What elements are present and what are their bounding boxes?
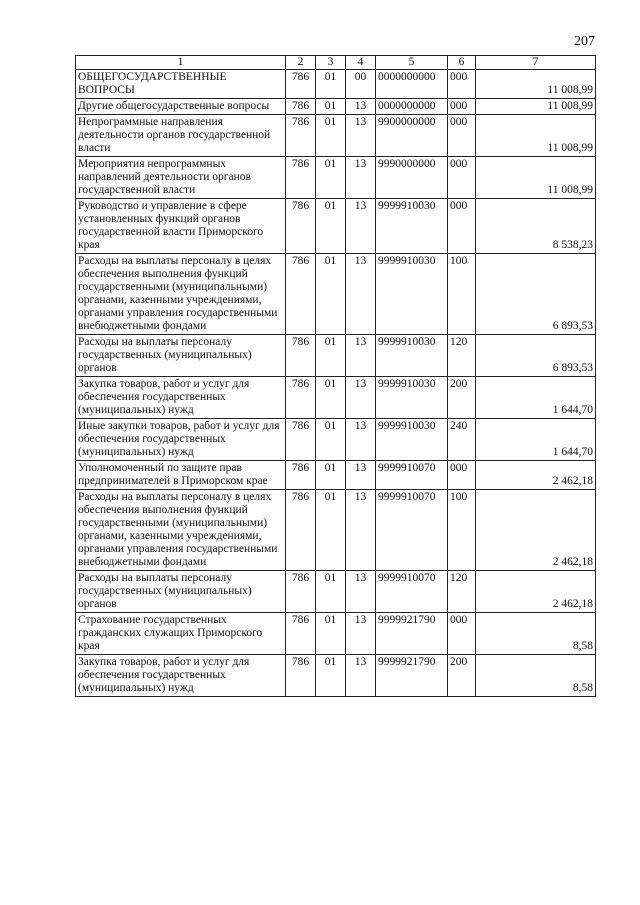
row-ved-code: 786 bbox=[286, 613, 316, 655]
row-target-article-code: 0000000000 bbox=[376, 99, 448, 115]
row-section-code: 01 bbox=[316, 461, 346, 490]
row-target-article-code: 0000000000 bbox=[376, 70, 448, 99]
row-section-code: 01 bbox=[316, 70, 346, 99]
row-expense-type-code: 000 bbox=[448, 70, 476, 99]
row-expense-type-code: 000 bbox=[448, 461, 476, 490]
row-amount: 2 462,18 bbox=[476, 571, 596, 613]
row-name: Руководство и управление в сфере установленных функций органов государственной власти Приморского края bbox=[76, 199, 286, 254]
row-expense-type-code: 240 bbox=[448, 419, 476, 461]
row-section-code: 01 bbox=[316, 613, 346, 655]
table-row bbox=[76, 571, 596, 613]
table-row bbox=[76, 199, 596, 254]
row-subsection-code: 13 bbox=[346, 254, 376, 335]
row-subsection-code: 13 bbox=[346, 199, 376, 254]
row-expense-type-code: 200 bbox=[448, 377, 476, 419]
row-ved-code: 786 bbox=[286, 199, 316, 254]
row-target-article-code: 9999921790 bbox=[376, 613, 448, 655]
row-name: Страхование государственных гражданских служащих Приморского края bbox=[76, 613, 286, 655]
row-name: Иные закупки товаров, работ и услуг для обеспечения государственных (муниципальных) нужд bbox=[76, 419, 286, 461]
table-row bbox=[76, 613, 596, 655]
row-name: Уполномоченный по защите прав предпринимателей в Приморском крае bbox=[76, 461, 286, 490]
row-ved-code: 786 bbox=[286, 377, 316, 419]
row-target-article-code: 9999910030 bbox=[376, 377, 448, 419]
row-expense-type-code: 000 bbox=[448, 115, 476, 157]
row-name: Расходы на выплаты персоналу государственных (муниципальных) органов bbox=[76, 335, 286, 377]
row-amount: 11 008,99 bbox=[476, 157, 596, 199]
row-target-article-code: 9999910070 bbox=[376, 571, 448, 613]
header-col-5: 5 bbox=[376, 56, 448, 70]
row-target-article-code: 9900000000 bbox=[376, 115, 448, 157]
row-amount: 11 008,99 bbox=[476, 115, 596, 157]
row-subsection-code: 13 bbox=[346, 335, 376, 377]
row-section-code: 01 bbox=[316, 377, 346, 419]
row-section-code: 01 bbox=[316, 115, 346, 157]
row-expense-type-code: 120 bbox=[448, 571, 476, 613]
row-expense-type-code: 000 bbox=[448, 157, 476, 199]
row-amount: 11 008,99 bbox=[476, 70, 596, 99]
row-ved-code: 786 bbox=[286, 157, 316, 199]
row-name: Закупка товаров, работ и услуг для обеспечения государственных (муниципальных) нужд bbox=[76, 655, 286, 697]
row-expense-type-code: 000 bbox=[448, 199, 476, 254]
row-subsection-code: 13 bbox=[346, 419, 376, 461]
row-subsection-code: 13 bbox=[346, 99, 376, 115]
row-subsection-code: 13 bbox=[346, 115, 376, 157]
table-row bbox=[76, 115, 596, 157]
header-col-7: 7 bbox=[476, 56, 596, 70]
row-name: Мероприятия непрограммных направлений деятельности органов государственной власти bbox=[76, 157, 286, 199]
budget-table bbox=[75, 55, 596, 697]
header-col-2: 2 bbox=[286, 56, 316, 70]
table-row bbox=[76, 461, 596, 490]
row-name: ОБЩЕГОСУДАРСТВЕННЫЕ ВОПРОСЫ bbox=[76, 70, 286, 99]
table-row bbox=[76, 490, 596, 571]
page-number: 207 bbox=[574, 34, 595, 49]
row-section-code: 01 bbox=[316, 254, 346, 335]
row-ved-code: 786 bbox=[286, 461, 316, 490]
header-col-4: 4 bbox=[346, 56, 376, 70]
row-expense-type-code: 200 bbox=[448, 655, 476, 697]
row-target-article-code: 9999910070 bbox=[376, 461, 448, 490]
table-row bbox=[76, 70, 596, 99]
row-ved-code: 786 bbox=[286, 490, 316, 571]
row-section-code: 01 bbox=[316, 571, 346, 613]
row-amount: 6 893,53 bbox=[476, 335, 596, 377]
row-section-code: 01 bbox=[316, 199, 346, 254]
row-subsection-code: 13 bbox=[346, 613, 376, 655]
row-target-article-code: 9999910030 bbox=[376, 199, 448, 254]
row-name: Другие общегосударственные вопросы bbox=[76, 99, 286, 115]
row-expense-type-code: 100 bbox=[448, 254, 476, 335]
row-name: Расходы на выплаты персоналу в целях обеспечения выполнения функций государственными (муниципальными) органами, казенными учреждениями, органами управления государственными внебюджетными фондами bbox=[76, 490, 286, 571]
row-expense-type-code: 000 bbox=[448, 613, 476, 655]
row-target-article-code: 9999910030 bbox=[376, 254, 448, 335]
row-amount: 8,58 bbox=[476, 613, 596, 655]
row-ved-code: 786 bbox=[286, 99, 316, 115]
row-ved-code: 786 bbox=[286, 335, 316, 377]
row-section-code: 01 bbox=[316, 157, 346, 199]
row-subsection-code: 13 bbox=[346, 655, 376, 697]
header-col-1: 1 bbox=[76, 56, 286, 70]
row-name: Расходы на выплаты персоналу государственных (муниципальных) органов bbox=[76, 571, 286, 613]
row-amount: 8,58 bbox=[476, 655, 596, 697]
row-amount: 1 644,70 bbox=[476, 377, 596, 419]
table-row bbox=[76, 157, 596, 199]
row-ved-code: 786 bbox=[286, 254, 316, 335]
table-row bbox=[76, 335, 596, 377]
row-section-code: 01 bbox=[316, 419, 346, 461]
row-target-article-code: 9999910070 bbox=[376, 490, 448, 571]
row-name: Непрограммные направления деятельности органов государственной власти bbox=[76, 115, 286, 157]
row-section-code: 01 bbox=[316, 490, 346, 571]
row-ved-code: 786 bbox=[286, 115, 316, 157]
row-amount: 1 644,70 bbox=[476, 419, 596, 461]
row-section-code: 01 bbox=[316, 335, 346, 377]
row-ved-code: 786 bbox=[286, 70, 316, 99]
table-row bbox=[76, 377, 596, 419]
table-row bbox=[76, 419, 596, 461]
row-amount: 2 462,18 bbox=[476, 490, 596, 571]
row-subsection-code: 13 bbox=[346, 490, 376, 571]
row-target-article-code: 9999910030 bbox=[376, 419, 448, 461]
row-subsection-code: 13 bbox=[346, 157, 376, 199]
row-expense-type-code: 100 bbox=[448, 490, 476, 571]
row-target-article-code: 9999921790 bbox=[376, 655, 448, 697]
row-name: Закупка товаров, работ и услуг для обеспечения государственных (муниципальных) нужд bbox=[76, 377, 286, 419]
table-row bbox=[76, 655, 596, 697]
header-col-3: 3 bbox=[316, 56, 346, 70]
row-subsection-code: 13 bbox=[346, 571, 376, 613]
table-row bbox=[76, 99, 596, 115]
row-subsection-code: 13 bbox=[346, 377, 376, 419]
row-ved-code: 786 bbox=[286, 655, 316, 697]
row-expense-type-code: 120 bbox=[448, 335, 476, 377]
row-ved-code: 786 bbox=[286, 571, 316, 613]
row-name: Расходы на выплаты персоналу в целях обеспечения выполнения функций государственными (муниципальными) органами, казенными учреждениями, органами управления государственными внебюджетными фондами bbox=[76, 254, 286, 335]
header-col-6: 6 bbox=[448, 56, 476, 70]
row-subsection-code: 13 bbox=[346, 461, 376, 490]
header-row bbox=[76, 56, 596, 70]
row-amount: 2 462,18 bbox=[476, 461, 596, 490]
row-subsection-code: 00 bbox=[346, 70, 376, 99]
row-target-article-code: 9999910030 bbox=[376, 335, 448, 377]
row-section-code: 01 bbox=[316, 655, 346, 697]
row-section-code: 01 bbox=[316, 99, 346, 115]
row-expense-type-code: 000 bbox=[448, 99, 476, 115]
row-amount: 8 538,23 bbox=[476, 199, 596, 254]
row-ved-code: 786 bbox=[286, 419, 316, 461]
table-row bbox=[76, 254, 596, 335]
row-target-article-code: 9990000000 bbox=[376, 157, 448, 199]
row-amount: 6 893,53 bbox=[476, 254, 596, 335]
row-amount: 11 008,99 bbox=[476, 99, 596, 115]
